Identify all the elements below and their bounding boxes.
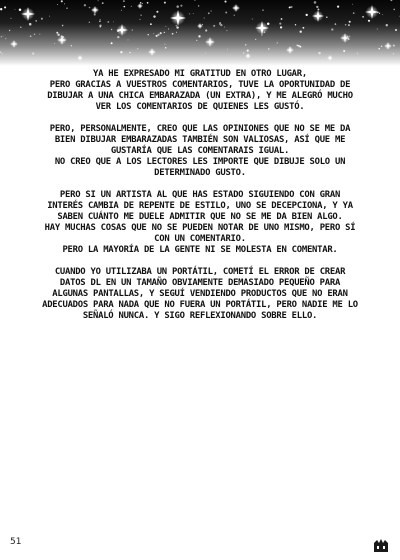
star-dot (111, 29, 112, 30)
page-number: 51 (10, 537, 22, 547)
star-dot (128, 39, 129, 40)
star-dot (57, 4, 58, 5)
star-dot (164, 32, 165, 33)
star-dot (176, 5, 179, 8)
star-dot (331, 28, 333, 30)
star-dot (0, 52, 1, 53)
star-dot (39, 34, 40, 35)
star-dot (123, 0, 125, 2)
star-dot (34, 34, 36, 36)
star-dot (348, 24, 350, 26)
star-dot (160, 32, 162, 34)
star-dot (157, 34, 159, 36)
star-dot (210, 10, 211, 11)
star-dot (54, 43, 55, 44)
paragraph-style-change (20, 190, 380, 256)
star-dot (15, 9, 16, 10)
star-dot (99, 25, 101, 27)
text-line: INTERÉS CAMBIA DE REPENTE DE ESTILO, UNO SE DECEPCIONA, Y YA (47, 201, 353, 211)
star-dot (234, 15, 235, 16)
star-dot (100, 19, 101, 20)
paragraph-gratitude (20, 69, 380, 113)
star-dot (64, 3, 65, 4)
star-dot (153, 15, 155, 17)
starry-sky-illustration (0, 0, 400, 66)
star-dot (393, 45, 395, 47)
star-dot (395, 29, 397, 31)
starry-sky-header (0, 0, 400, 66)
star-dot (245, 44, 247, 46)
star-dot (382, 14, 383, 15)
star-dot (198, 5, 200, 7)
star-dot (120, 51, 122, 53)
star-dot (84, 4, 86, 6)
star-dot (335, 23, 337, 25)
star-dot (268, 48, 269, 49)
star-dot (196, 40, 197, 41)
text-line: ALGUNAS PANTALLAS, Y SEGUÍ VENDIENDO PRODUCTOS QUE NO ERAN (52, 289, 348, 299)
star-dot (113, 22, 114, 23)
star-dot (204, 18, 205, 19)
star-dot (89, 7, 91, 9)
paragraph-opinions (20, 124, 380, 179)
star-dot (393, 53, 394, 54)
star-dot (326, 16, 328, 18)
star-dot (314, 1, 317, 4)
star-dot (357, 53, 358, 54)
star-dot (176, 25, 177, 26)
star-dot (20, 27, 21, 28)
star-dot (316, 6, 318, 8)
star-dot (4, 6, 6, 8)
star-dot (61, 0, 63, 2)
publisher-logo-icon (372, 537, 390, 553)
star-dot (111, 42, 113, 44)
star-dot (299, 30, 301, 32)
star-dot (279, 23, 281, 25)
star-dot (94, 13, 96, 15)
star-dot (219, 24, 220, 25)
star-dot (19, 8, 22, 11)
star-dot (343, 50, 345, 52)
star-dot (224, 27, 225, 28)
star-dot (219, 22, 221, 24)
star-dot (89, 22, 91, 24)
star-dot (164, 2, 166, 4)
star-dot (140, 15, 141, 16)
text-line: NO CREO QUE A LOS LECTORES LES IMPORTE QUE DIBUJE SOLO UN (54, 157, 346, 167)
star-dot (226, 30, 227, 31)
star-dot (298, 45, 300, 47)
afterword-text (20, 69, 380, 333)
star-dot (213, 25, 215, 27)
star-dot (153, 33, 154, 34)
star-dot (129, 52, 131, 54)
star-dot (247, 49, 249, 51)
star-dot (189, 13, 190, 14)
star-dot (289, 6, 291, 8)
star-dot (306, 14, 308, 16)
star-dot (252, 19, 253, 20)
star-dot (224, 1, 226, 3)
star-dot (156, 11, 158, 13)
text-line: PERO SI UN ARTISTA AL QUE HAS ESTADO SIGUIENDO CON GRAN (59, 190, 341, 200)
star-dot (172, 33, 174, 35)
star-dot (198, 35, 200, 37)
star-dot (368, 20, 370, 22)
star-dot (5, 38, 6, 39)
text-line: CUANDO YO UTILIZABA UN PORTÁTIL, COMETÍ EL ERROR DE CREAR (54, 267, 346, 277)
star-dot (377, 29, 378, 30)
paragraph-laptop (20, 267, 380, 322)
star-dot (381, 45, 383, 47)
star-dot (66, 8, 67, 9)
star-dot (164, 44, 165, 45)
text-line: DIBUJAR A UNA CHICA EMBARAZADA (UN EXTRA), Y ME ALEGRÓ MUCHO (47, 91, 353, 101)
star-dot (41, 18, 43, 20)
star-dot (168, 28, 169, 29)
star-dot (165, 26, 166, 27)
star-dot (49, 16, 50, 17)
star-dot (345, 24, 347, 26)
text-line: HAY MUCHAS COSAS QUE NO SE PUEDEN NOTAR DE UNO MISMO, PERO SÍ (44, 223, 356, 233)
star-dot (318, 52, 320, 54)
text-line: GUSTARÍA QUE LAS COMENTARAIS IGUAL. (110, 146, 290, 156)
star-dot (261, 34, 262, 35)
star-dot (317, 8, 319, 10)
star-dot (353, 12, 355, 14)
star-dot (378, 48, 379, 49)
star-dot (277, 42, 278, 43)
star-dot (176, 26, 178, 28)
star-dot (280, 26, 282, 28)
star-dot (156, 35, 158, 37)
star-dot (290, 6, 292, 8)
star-dot (302, 27, 304, 29)
star-dot (349, 21, 351, 23)
text-line: VER LOS COMENTARIOS DE QUIENES LES GUSTÓ. (95, 102, 305, 112)
star-dot (2, 53, 3, 54)
star-dot (107, 21, 109, 23)
text-line: DETERMINADO GUSTO. (154, 168, 246, 178)
text-line: BIEN DIBUJAR EMBARAZADAS TAMBIÉN SON VALIOSAS, ASÍ QUE ME (54, 135, 346, 145)
star-dot (379, 13, 380, 14)
star-dot (30, 35, 32, 37)
star-dot (208, 12, 210, 14)
text-line: PERO LA MAYORÍA DE LA GENTE NI SE MOLESTA EN COMENTAR. (62, 245, 338, 255)
star-dot (148, 34, 149, 35)
star-dot (140, 2, 141, 3)
star-dot (124, 6, 126, 8)
text-line: SEÑALÓ NUNCA. Y SIGO REFLEXIONANDO SOBRE ELLO. (82, 311, 318, 321)
star-dot (9, 30, 10, 31)
star-dot (255, 39, 256, 40)
text-line: CON UN COMENTARIO. (154, 234, 246, 244)
star-dot (121, 10, 122, 11)
star-dot (393, 9, 395, 11)
star-dot (262, 9, 263, 10)
text-line: YA HE EXPRESADO MI GRATITUD EN OTRO LUGAR, (93, 69, 307, 79)
star-dot (150, 23, 152, 25)
star-dot (62, 25, 64, 27)
star-dot (137, 48, 138, 49)
star-dot (220, 24, 222, 26)
star-dot (98, 0, 99, 1)
star-dot (165, 47, 167, 49)
star-dot (99, 21, 100, 22)
star-dot (131, 6, 132, 7)
star-dot (117, 36, 119, 38)
star-dot (362, 16, 364, 18)
text-line: DATOS DL EN UN TAMAÑO OBVIAMENTE DEMASIADO PEQUEÑO PARA (59, 278, 341, 288)
star-dot (352, 4, 353, 5)
star-dot (205, 29, 207, 31)
star-dot (35, 20, 37, 22)
star-dot (3, 36, 4, 37)
star-dot (337, 5, 339, 7)
star-dot (142, 3, 143, 4)
star-dot (0, 8, 2, 10)
star-dot (180, 5, 182, 7)
star-dot (71, 45, 72, 46)
star-dot (176, 32, 177, 33)
star-dot (57, 34, 59, 36)
star-dot (227, 49, 228, 50)
star-dot (132, 30, 133, 31)
star-dot (1, 36, 2, 37)
star-dot (225, 12, 227, 14)
star-dot (32, 52, 34, 54)
star-dot (281, 18, 283, 20)
star-dot (102, 2, 104, 4)
star-dot (11, 18, 12, 19)
star-dot (295, 24, 296, 25)
text-line: PERO, PERSONALMENTE, CREO QUE LAS OPINIONES QUE NO SE ME DA (49, 124, 351, 134)
text-line: ADECUADOS PARA NADA QUE NO FUERA UN PORTÁTIL, PERO NADIE ME LO (42, 300, 358, 310)
star-dot (193, 13, 194, 14)
star-dot (56, 32, 58, 34)
star-dot (29, 23, 32, 26)
star-dot (386, 24, 388, 26)
text-line: SABEN CUÁNTO ME DUELE ADMITIR QUE NO SE ME DA BIEN ALGO. (57, 212, 343, 222)
text-line: PERO GRACIAS A VUESTROS COMENTARIOS, TUVE LA OPORTUNIDAD DE (49, 80, 351, 90)
star-dot (205, 52, 206, 53)
star-dot (243, 52, 244, 53)
star-dot (140, 19, 141, 20)
star-dot (147, 2, 149, 4)
